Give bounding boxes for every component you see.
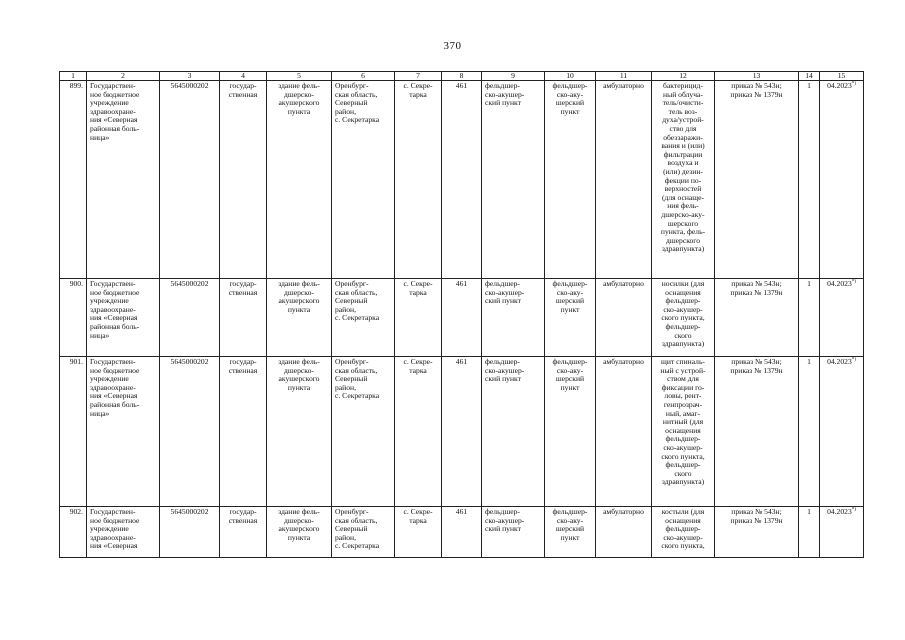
regulation-orders: приказ № 543н; приказ № 1379н <box>715 507 799 558</box>
quantity: 1 <box>799 81 820 279</box>
delivery-date: 04.2023*) <box>820 279 864 357</box>
column-header: 8 <box>442 72 482 81</box>
institution-name: Государствен- ное бюджетное учреждение здравоохране- ния «Северная районная боль- ница» <box>87 357 160 507</box>
building-name: здание фель- дшерско- акушерского пункта <box>267 507 332 558</box>
institution-name: Государствен- ное бюджетное учреждение здравоохране- ния «Северная районная боль- ница» <box>87 279 160 357</box>
quantity: 1 <box>799 279 820 357</box>
equipment-name: костыли (для оснащения фельдшер- ско-акушер- ского пункта, <box>652 507 715 558</box>
equipment-name: щит спиналь- ный с устрой- ством для фиксации го- ловы, рент- генпрозрач- ный, амаг- нитный (для оснащения фельдшер- ско-акушер- ского пункта, фельдшер- ского здравпункта) <box>652 357 715 507</box>
page-number: 370 <box>443 40 462 52</box>
table-row <box>60 279 864 357</box>
regulation-orders: приказ № 543н; приказ № 1379н <box>715 357 799 507</box>
unit-name: фельдшер- ско-аку- шерский пункт <box>545 507 596 558</box>
ownership-form: государ- ственная <box>220 357 267 507</box>
population: 461 <box>442 507 482 558</box>
institution-code: 5645000202 <box>160 507 220 558</box>
delivery-date: 04.2023*) <box>820 81 864 279</box>
delivery-date: 04.2023*) <box>820 357 864 507</box>
unit-name: фельдшер- ско-аку- шерский пункт <box>545 81 596 279</box>
population: 461 <box>442 279 482 357</box>
column-header: 9 <box>482 72 545 81</box>
column-header: 11 <box>596 72 652 81</box>
column-header: 4 <box>220 72 267 81</box>
unit-name: фельдшер- ско-аку- шерский пункт <box>545 357 596 507</box>
footnote-mark: *) <box>851 279 856 285</box>
settlement: с. Секре- тарка <box>395 81 442 279</box>
footnote-mark: *) <box>851 357 856 363</box>
column-header: 15 <box>820 72 864 81</box>
ownership-form: государ- ственная <box>220 279 267 357</box>
unit-name: фельдшер- ско-аку- шерский пункт <box>545 279 596 357</box>
institution-code: 5645000202 <box>160 81 220 279</box>
building-name: здание фель- дшерско- акушерского пункта <box>267 81 332 279</box>
column-number-row <box>60 72 864 81</box>
ownership-form: государ- ственная <box>220 81 267 279</box>
row-number: 900. <box>60 279 87 357</box>
registry-table <box>59 71 864 558</box>
column-header: 2 <box>87 72 160 81</box>
row-number: 901. <box>60 357 87 507</box>
table-row <box>60 81 864 279</box>
settlement: с. Секре- тарка <box>395 507 442 558</box>
institution-name: Государствен- ное бюджетное учреждение здравоохране- ния «Северная районная боль- ница» <box>87 81 160 279</box>
institution-name: Государствен- ное бюджетное учреждение здравоохране- ния «Северная <box>87 507 160 558</box>
delivery-date: 04.2023*) <box>820 507 864 558</box>
address: Оренбург- ская область, Северный район, с. Секретарка <box>332 279 395 357</box>
population: 461 <box>442 81 482 279</box>
column-header: 12 <box>652 72 715 81</box>
care-conditions: амбулаторно <box>596 507 652 558</box>
table-row <box>60 357 864 507</box>
building-name: здание фель- дшерско- акушерского пункта <box>267 279 332 357</box>
care-conditions: амбулаторно <box>596 357 652 507</box>
column-header: 7 <box>395 72 442 81</box>
address: Оренбург- ская область, Северный район, с. Секретарка <box>332 507 395 558</box>
quantity: 1 <box>799 357 820 507</box>
column-header: 14 <box>799 72 820 81</box>
footnote-mark: *) <box>851 507 856 513</box>
equipment-name: носилки (для оснащения фельдшер- ско-акушер- ского пункта, фельдшер- ского здравпункта) <box>652 279 715 357</box>
footnote-mark: *) <box>851 81 856 87</box>
column-header: 5 <box>267 72 332 81</box>
unit-type: фельдшер- ско-акушер- ский пункт <box>482 81 545 279</box>
row-number: 902. <box>60 507 87 558</box>
column-header: 1 <box>60 72 87 81</box>
quantity: 1 <box>799 507 820 558</box>
row-number: 899. <box>60 81 87 279</box>
address: Оренбург- ская область, Северный район, с. Секретарка <box>332 81 395 279</box>
settlement: с. Секре- тарка <box>395 279 442 357</box>
settlement: с. Секре- тарка <box>395 357 442 507</box>
address: Оренбург- ская область, Северный район, с. Секретарка <box>332 357 395 507</box>
institution-code: 5645000202 <box>160 279 220 357</box>
institution-code: 5645000202 <box>160 357 220 507</box>
unit-type: фельдшер- ско-акушер- ский пункт <box>482 507 545 558</box>
building-name: здание фель- дшерско- акушерского пункта <box>267 357 332 507</box>
unit-type: фельдшер- ско-акушер- ский пункт <box>482 279 545 357</box>
regulation-orders: приказ № 543н; приказ № 1379н <box>715 81 799 279</box>
care-conditions: амбулаторно <box>596 279 652 357</box>
table-row <box>60 507 864 558</box>
column-header: 13 <box>715 72 799 81</box>
unit-type: фельдшер- ско-акушер- ский пункт <box>482 357 545 507</box>
column-header: 3 <box>160 72 220 81</box>
equipment-name: бактерицид- ный облуча- тель/очисти- тель воз- духа/устрой- ство для обеззаражи- вания и (или) фильтрации воздуха и (или) дезин- фекции по- верхностей (для оснаще- ния фель- дшерско-аку- шерского пункта, фель- дшерского здравпункта) <box>652 81 715 279</box>
population: 461 <box>442 357 482 507</box>
column-header: 6 <box>332 72 395 81</box>
regulation-orders: приказ № 543н; приказ № 1379н <box>715 279 799 357</box>
ownership-form: государ- ственная <box>220 507 267 558</box>
care-conditions: амбулаторно <box>596 81 652 279</box>
column-header: 10 <box>545 72 596 81</box>
